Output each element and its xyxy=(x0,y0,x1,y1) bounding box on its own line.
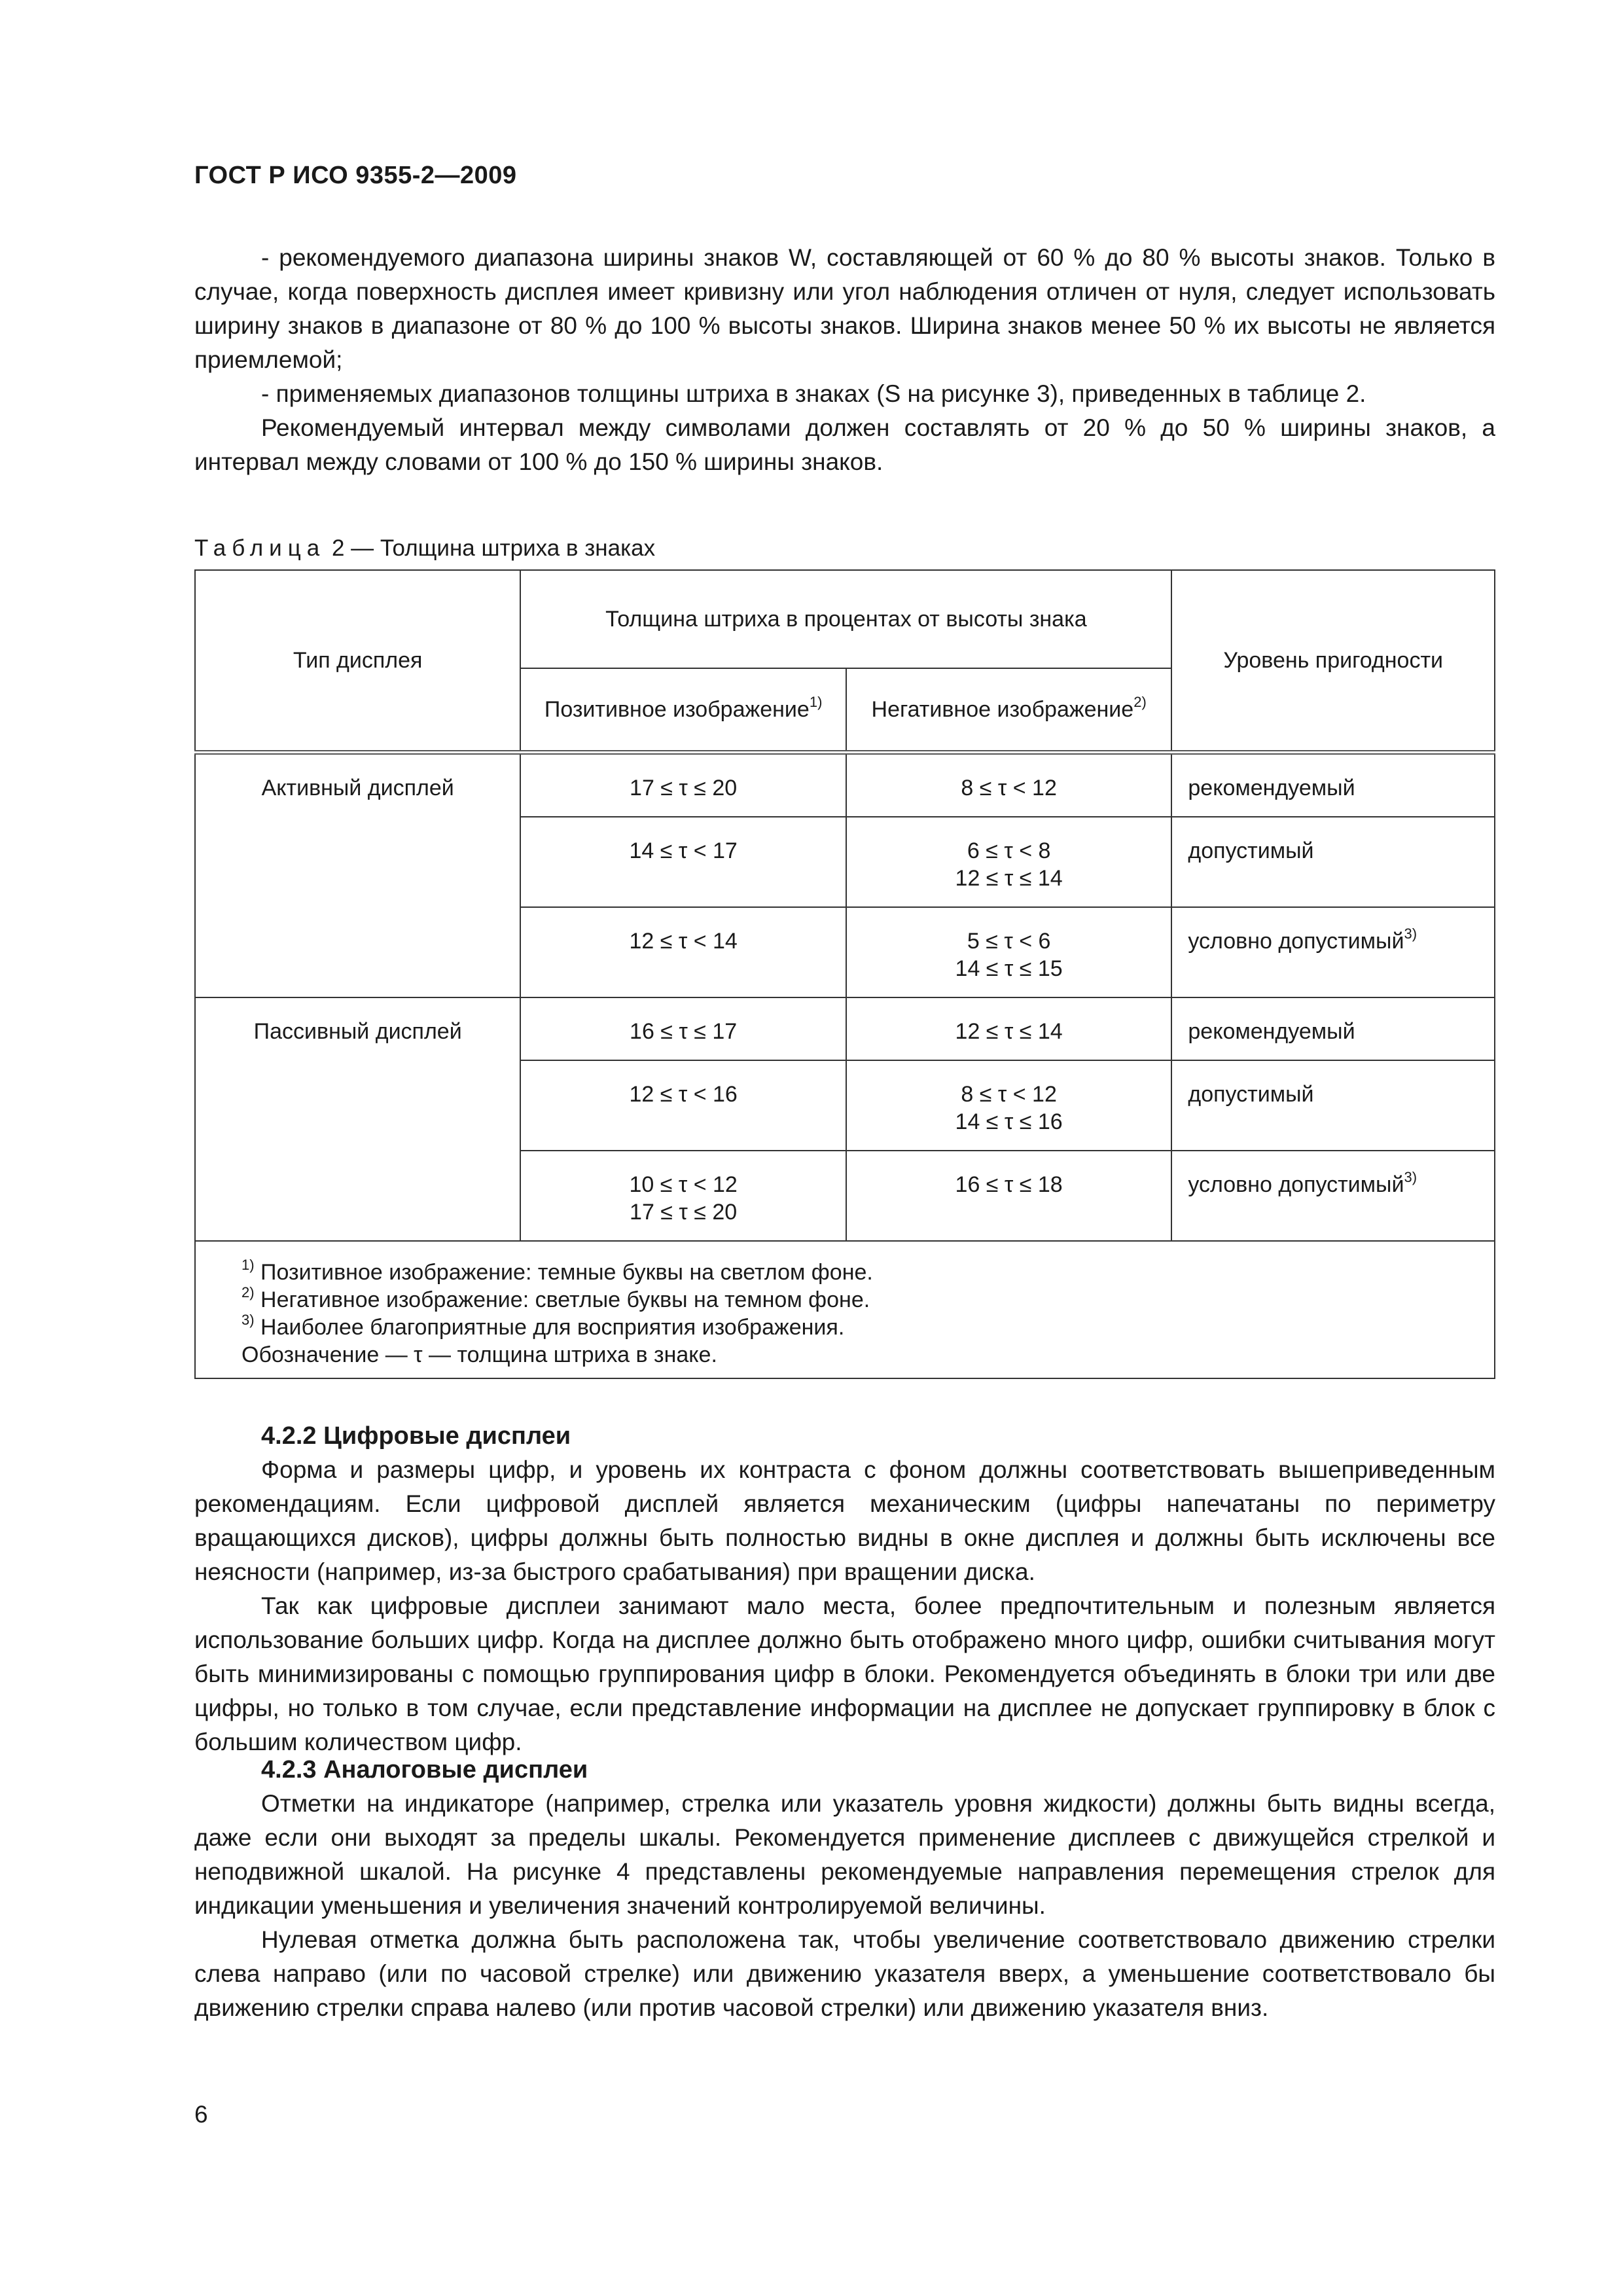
intro-paragraph-3: Рекомендуемый интервал между символами должен составлять от 20 % до 50 % ширины знаков, а интервал между словами от 100 % до 150 % ширины знаков. xyxy=(194,414,1495,475)
cell-suitability xyxy=(1171,817,1495,907)
header-stroke-group: Толщина штриха в процентах от высоты знака xyxy=(520,570,1171,668)
intro-paragraph-2: - применяемых диапазонов толщины штриха в знаках (S на рисунке 3), приведенных в таблице 2. xyxy=(261,380,1366,407)
intro-paragraph-1: - рекомендуемого диапазона ширины знаков W, составляющей от 60 % до 80 % высоты знаков. Только в случае, когда поверхность дисплея имеет кривизну или угол наблюдения отличен от нуля, следует использовать ширину знаков в диапазоне от 80 % до 100 % высоты знаков. Ширина знаков менее 50 % их высоты не является приемлемой; xyxy=(194,244,1495,373)
intro-text xyxy=(194,241,1495,479)
section-title: 4.2.3 Аналоговые дисплеи xyxy=(261,1756,588,1784)
cell-positive xyxy=(520,997,846,1060)
section-paragraph: Нулевая отметка должна быть расположена так, чтобы увеличение соответствовало движению стрелки слева направо (или по часовой стрелке) или движению указателя вверх, а уменьшение соответствовало бы движению стрелки справа налево (или против часовой стрелки) или движению указателя вниз. xyxy=(194,1926,1495,2021)
range-value: 14 ≤ τ ≤ 16 xyxy=(955,1109,1063,1134)
section-paragraph: Так как цифровые дисплеи занимают мало места, более предпочтительным и полезным является использование больших цифр. Когда на дисплее должно быть отображено много цифр, ошибки считывания могут быть минимизированы с помощью группирования цифр в блоки. Рекомендуется объединять в блоки три или две цифры, но только в том случае, если представление информации на дисплее не допускает группировку в блок с большим количеством цифр. xyxy=(194,1592,1495,1755)
note-text: Позитивное изображение: темные буквы на светлом фоне. xyxy=(254,1259,873,1285)
range-value: 6 ≤ τ < 8 xyxy=(967,838,1051,863)
cell-suitability xyxy=(1171,997,1495,1060)
range-value: 12 ≤ τ < 16 xyxy=(629,1081,738,1107)
table-row xyxy=(195,752,1495,817)
page-number: 6 xyxy=(194,2101,208,2128)
table-caption-title: 2 — Толщина штриха в знаках xyxy=(325,535,656,561)
stroke-width-table xyxy=(194,569,1495,1379)
cell-suitability xyxy=(1171,752,1495,817)
suitability-label: допустимый xyxy=(1188,1081,1314,1107)
section-paragraph: Форма и размеры цифр, и уровень их контраста с фоном должны соответствовать вышеприведенным рекомендациям. Если цифровой дисплей является механическим (цифры напечатаны по периметру вращающихся дисков), цифры должны быть полностью видны в окне дисплея и должны быть исключены все неясности (например, из-за быстрого срабатывания) при вращении диска. xyxy=(194,1456,1495,1585)
header-positive: Позитивное изображение$^{1)}$ xyxy=(520,668,846,752)
range-value: 12 ≤ τ ≤ 14 xyxy=(955,1018,1063,1044)
cell-suitability xyxy=(1171,1151,1495,1241)
table-note xyxy=(241,1259,1448,1286)
table-row xyxy=(195,997,1495,1060)
suitability-label: рекомендуемый xyxy=(1188,775,1355,800)
range-value: 8 ≤ τ < 12 xyxy=(961,775,1057,800)
range-value: 10 ≤ τ < 12 xyxy=(629,1172,738,1197)
cell-display-type: Активный дисплей xyxy=(195,752,520,997)
section-title: 4.2.2 Цифровые дисплеи xyxy=(261,1422,571,1450)
suitability-label: условно допустимый xyxy=(1188,1172,1404,1197)
footnote-marker: 2) xyxy=(241,1284,255,1301)
cell-positive xyxy=(520,1060,846,1151)
section-paragraph: Отметки на индикаторе (например, стрелка или указатель уровня жидкости) должны быть видны всегда, даже если они выходят за пределы шкалы. Рекомендуется применение дисплеев с движущейся стрелкой и неподвижной шкалой. На рисунке 4 представлены рекомендуемые направления перемещения стрелок для индикации уменьшения и увеличения значений контролируемой величины. xyxy=(194,1790,1495,1919)
footnote-marker: 3) xyxy=(241,1312,255,1329)
table-note xyxy=(241,1314,1448,1341)
section-4-2-2 xyxy=(194,1419,1495,1759)
range-value: 16 ≤ τ ≤ 17 xyxy=(630,1018,738,1044)
footnote-marker: 3) xyxy=(1404,925,1418,942)
header-display-type: Тип дисплея xyxy=(195,570,520,752)
range-value: 17 ≤ τ ≤ 20 xyxy=(630,775,738,800)
cell-positive xyxy=(520,1151,846,1241)
table-note xyxy=(241,1286,1448,1314)
footnote-marker: 3) xyxy=(1404,1169,1418,1186)
suitability-label: допустимый xyxy=(1188,838,1314,863)
document-header: ГОСТ Р ИСО 9355-2—2009 xyxy=(194,162,517,189)
cell-positive xyxy=(520,752,846,817)
cell-negative xyxy=(846,817,1172,907)
range-value: 14 ≤ τ < 17 xyxy=(629,838,738,863)
cell-display-type: Пассивный дисплей xyxy=(195,997,520,1241)
cell-negative xyxy=(846,1151,1172,1241)
suitability-label: условно допустимый xyxy=(1188,928,1404,954)
range-value: 12 ≤ τ ≤ 14 xyxy=(955,865,1063,891)
range-value: 17 ≤ τ ≤ 20 xyxy=(630,1199,738,1225)
range-value: 12 ≤ τ < 14 xyxy=(629,928,738,954)
footnote-marker: 1) xyxy=(241,1257,255,1274)
cell-negative xyxy=(846,907,1172,997)
header-suitability: Уровень пригодности xyxy=(1171,570,1495,752)
cell-positive xyxy=(520,817,846,907)
table-caption-word: Таблица xyxy=(194,535,326,561)
cell-negative xyxy=(846,1060,1172,1151)
note-text: Негативное изображение: светлые буквы на темном фоне. xyxy=(254,1287,870,1312)
cell-negative xyxy=(846,997,1172,1060)
note-text: Наиболее благоприятные для восприятия изображения. xyxy=(254,1314,845,1340)
table-note xyxy=(241,1341,1448,1369)
cell-suitability xyxy=(1171,1060,1495,1151)
suitability-label: рекомендуемый xyxy=(1188,1018,1355,1044)
table-notes xyxy=(195,1241,1495,1378)
range-value: 14 ≤ τ ≤ 15 xyxy=(955,956,1063,981)
note-text: Обозначение — τ — толщина штриха в знаке. xyxy=(241,1342,717,1367)
cell-suitability xyxy=(1171,907,1495,997)
section-4-2-3 xyxy=(194,1753,1495,2025)
range-value: 16 ≤ τ ≤ 18 xyxy=(955,1172,1063,1197)
header-negative: Негативное изображение$^{2)}$ xyxy=(846,668,1172,752)
range-value: 8 ≤ τ < 12 xyxy=(961,1081,1057,1107)
cell-negative xyxy=(846,752,1172,817)
table-caption xyxy=(194,534,655,563)
cell-positive xyxy=(520,907,846,997)
range-value: 5 ≤ τ < 6 xyxy=(967,928,1051,954)
table-body xyxy=(195,752,1495,1241)
